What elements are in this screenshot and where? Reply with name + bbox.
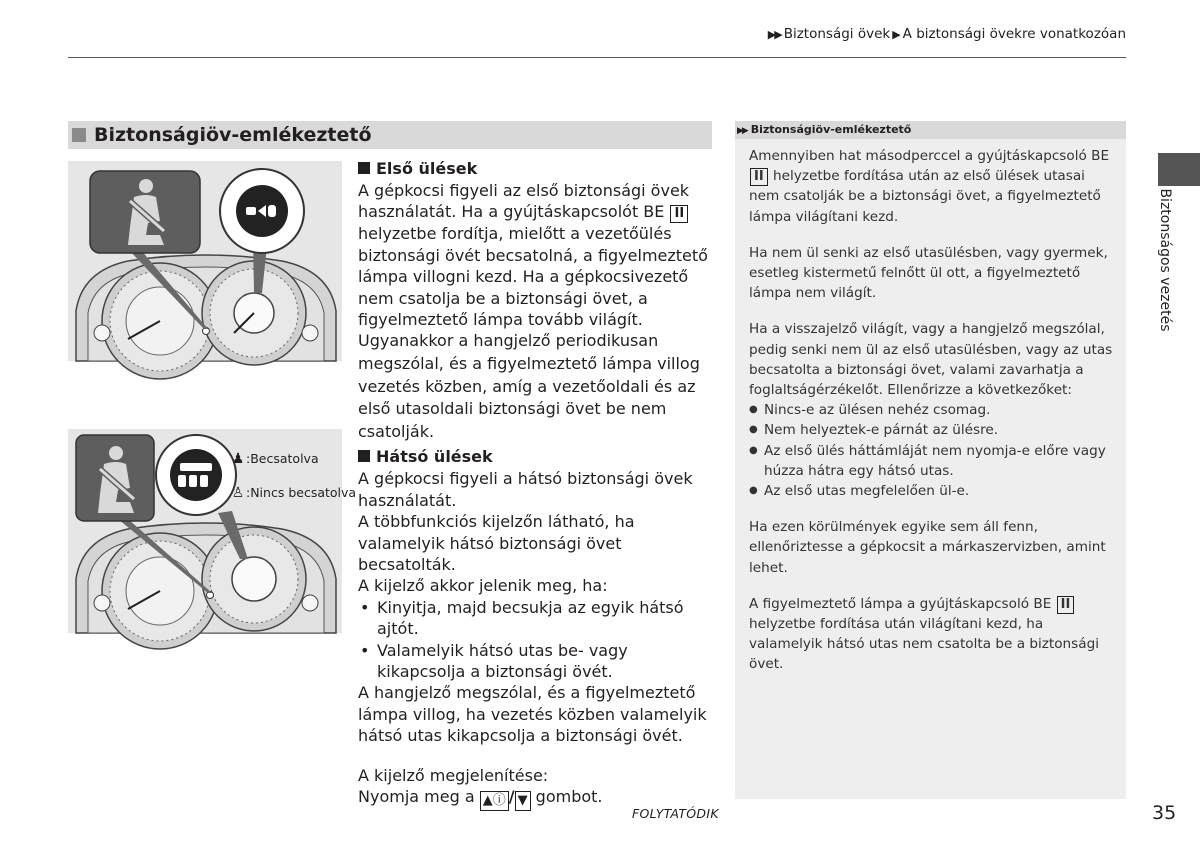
double-arrow-icon: ▶▶: [767, 28, 781, 41]
text-span: Amennyiben hat másodperccel a gyújtáskapcsoló BE: [749, 148, 1110, 164]
arrow-icon: ▶: [892, 28, 901, 41]
square-bullet-icon: [358, 450, 370, 462]
chapter-tab[interactable]: [1158, 153, 1200, 186]
note-paragraph-3: Ha a visszajelző világít, vagy a hangjelző megszólal, pedig senki nem ül az első utasülésben, vagy az utas becsatolta a biztonsági övet, valami zavarhatja a foglaltságérzékelőt. Ellenőrizze a következőket:: [749, 321, 1113, 399]
note-paragraph-2: Ha nem ül senki az első utasülésben, vagy gyermek, esetleg kistermetű felnőtt ül ott, a figyelmeztető lámpa nem világít.: [749, 244, 1108, 302]
main-text-column: [358, 158, 710, 811]
buckled-seat-icon: ♟: [231, 451, 245, 467]
rear-paragraph-6: Nyomja meg a ▲ⓘ / ▼ gombot.: [358, 786, 710, 811]
breadcrumb-item[interactable]: Biztonsági övek: [783, 26, 891, 42]
cluster-drawing: [68, 161, 342, 361]
front-paragraph-2: Ugyanakkor a hangjelző periodikusan megszólal, és a figyelmeztető lámpa villog vezetés közben, amíg a vezetőoldali és az első utasoldali biztonsági övet be nem csatolják.: [358, 331, 700, 441]
rear-paragraph-5: A kijelző megjelenítése:: [358, 765, 549, 785]
header-divider: [68, 57, 1126, 58]
text-span: helyzetbe fordítása után világítani kezd, ha valamelyik hátsó utas nem csatolta be a biztonsági övet.: [749, 616, 1099, 673]
text-span: helyzetbe fordítja, mielőtt a vezetőülés biztonsági övét becsatolná, a figyelmeztető lámpa villogni kezd. Ha a gépkocsivezető nem csatolja be a biztonsági övet, a figyelmeztető lámpa tovább világít.: [358, 224, 708, 330]
legend-buckled: [230, 451, 319, 467]
chapter-tab-label: [1150, 190, 1180, 330]
list-item: • Valamelyik hátsó utas be- vagy kikapcsolja a biztonsági övét.: [358, 640, 710, 683]
text-span: A figyelmeztető lámpa a gyújtáskapcsoló BE: [749, 595, 1052, 612]
breadcrumb-item[interactable]: A biztonsági övekre vonatkozóan: [902, 26, 1126, 42]
text-span: Nyomja meg a: [358, 787, 475, 807]
instrument-cluster-illustration-front: [68, 161, 342, 361]
page-number: 35: [1152, 802, 1177, 824]
rear-paragraph-4: A hangjelző megszólal, és a figyelmeztető lámpa villog, ha vezetés közben valamelyik hátsó utas kikapcsolja a biztonsági övét.: [358, 683, 707, 746]
section-title: [68, 121, 712, 149]
note-paragraph-4: Ha ezen körülmények egyike sem áll fenn, ellenőriztesse a gépkocsit a márkaszervizben, amint lehet.: [749, 519, 1106, 576]
instrument-cluster-illustration-rear: [68, 429, 357, 633]
text-span: gombot.: [535, 787, 603, 807]
front-seats-heading: [358, 158, 710, 180]
spacer: [749, 227, 1114, 243]
list-item: ● Nincs-e az ülésen nehéz csomag.: [749, 400, 1114, 420]
rear-bullet-list: [358, 597, 710, 683]
front-seats-heading-text: Első ülések: [376, 159, 478, 178]
text-span: A gépkocsi figyeli az első biztonsági övek használatát. Ha a gyújtáskapcsolót BE: [358, 181, 690, 222]
note-paragraph-1: [749, 146, 1114, 227]
ignition-position-key: II: [750, 168, 768, 186]
ignition-position-key: II: [670, 205, 688, 223]
rear-seats-heading: [358, 446, 710, 468]
unbuckled-seat-icon: ♙: [231, 485, 245, 501]
section-title-text: Biztonságiöv-emlékeztető: [94, 124, 372, 146]
rear-paragraph-2: A többfunkciós kijelzőn látható, ha valamelyik hátsó biztonsági övet becsatolták.: [358, 512, 635, 575]
square-bullet-icon: [358, 162, 370, 174]
down-button-icon: ▼: [515, 791, 531, 811]
legend-unbuckled: [230, 485, 356, 501]
text-span: helyzetbe fordítása után az első ülések utasai nem csatolják be a biztonsági övet, a figyelmeztető lámpa világítani kezd.: [749, 168, 1101, 225]
front-paragraph-1: [358, 180, 710, 330]
spacer: [749, 501, 1114, 517]
side-note-body: [735, 139, 1126, 675]
spacer: [749, 578, 1114, 594]
spacer: [749, 303, 1114, 319]
up-info-button-icon: ▲ⓘ: [480, 791, 509, 811]
legend-unbuckled-text: :Nincs becsatolva: [246, 485, 357, 500]
rear-seats-heading-text: Hátsó ülések: [376, 447, 493, 467]
square-bullet-icon: [72, 128, 86, 142]
list-item: • Kinyitja, majd becsukja az egyik hátsó ajtót.: [358, 597, 710, 640]
chapter-tab-label-text: Biztonságos vezetés: [1157, 188, 1173, 332]
breadcrumb: [768, 26, 1126, 42]
note-paragraph-5: [749, 594, 1114, 675]
legend-buckled-text: :Becsatolva: [246, 451, 319, 466]
list-item: ● Nem helyeztek-e párnát az ülésre.: [749, 420, 1114, 440]
note-bullet-list: [749, 400, 1114, 501]
side-note: [735, 121, 1126, 799]
double-arrow-icon: ▶▶: [737, 126, 747, 136]
list-item: ● Az első ülés háttámláját nem nyomja-e előre vagy húzza hátra egy hátsó utas.: [749, 441, 1114, 481]
side-note-heading: [735, 121, 1126, 139]
ignition-position-key: II: [1057, 596, 1075, 614]
list-item: ● Az első utas megfelelően ül-e.: [749, 481, 1114, 501]
continued-label: FOLYTATÓDIK: [632, 806, 719, 821]
rear-paragraph-1: A gépkocsi figyeli a hátsó biztonsági övek használatát.: [358, 469, 693, 510]
side-note-heading-text: Biztonságiöv-emlékeztető: [750, 123, 912, 136]
spacer: [358, 747, 710, 765]
rear-paragraph-3: A kijelző akkor jelenik meg, ha:: [358, 576, 608, 596]
